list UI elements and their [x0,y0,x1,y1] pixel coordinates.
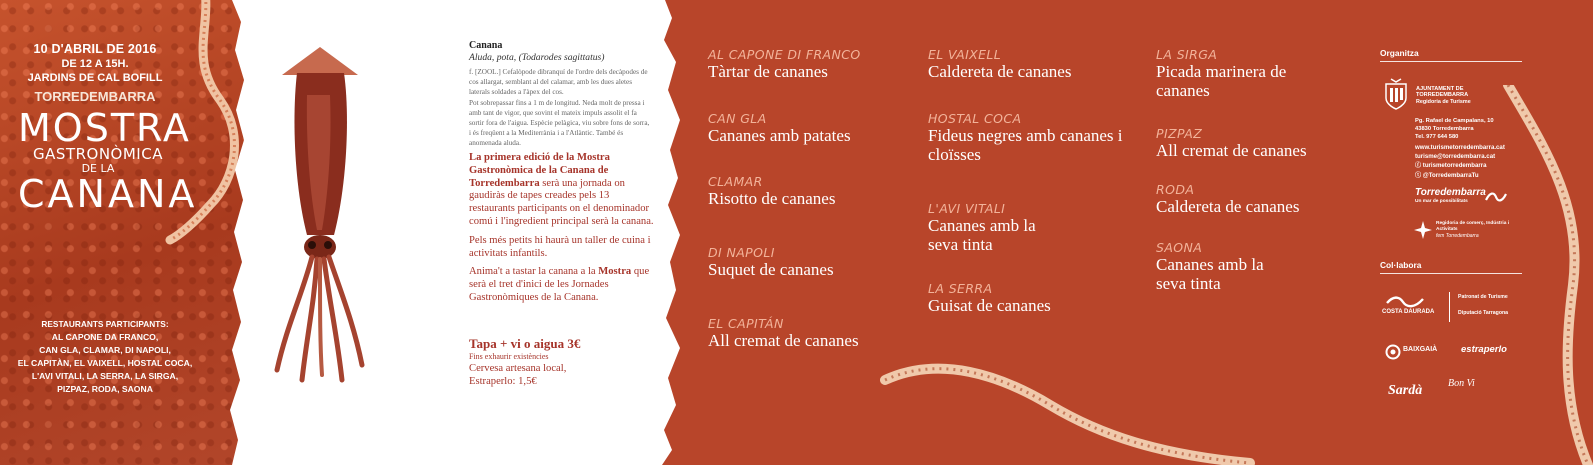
menu-restaurant: PIZPAZ [1156,126,1203,141]
collaborators-heading: Col·labora [1380,260,1422,270]
intro-rest: serà una jornada on gaudiràs de tapes creades pels 13 restaurants participants on el denominador comú i l'ingredient principal serà la canana. [469,177,654,227]
menu-dish: Cananes amb patates [708,126,851,145]
price-extra-2: Estraperlo: 1,5€ [469,376,537,387]
restaurants-line: L'AVI VITALI, LA SERRA, LA SIRGA, [31,370,179,381]
definition-body-1: f. [ZOOL.] Cefalòpode dibranquí de l'ordre dels decàpodes de cos allargat, semblant al del calamar, amb les dues aletes laterals soldades a l'àpex del cos. [469,68,648,97]
menu-item [928,47,1148,82]
regidoria-turisme: Regidoria de Turisme [1416,99,1471,105]
menu-restaurant: LA SIRGA [1156,47,1218,62]
menu-restaurant: CAN GLA [708,111,767,126]
costa-daurada-logo-icon [1385,295,1425,309]
menu-dish: Risotto de cananes [708,189,836,208]
tentacle-decoration [880,335,1260,465]
organizer-contacts [1415,143,1525,180]
menu-item [708,245,928,280]
menu-restaurant: DI NAPOLI [708,245,775,260]
definition-subtitle: Aluda, pota, (Todarodes sagittatus) [469,52,605,63]
facebook-link[interactable] [1415,161,1525,170]
intro-paragraph-2: Pels més petits hi haurà un taller de cuina i activitats infantils. [469,234,651,259]
organizer-address [1415,117,1520,141]
sponsor-divider [1449,292,1450,322]
menu-restaurant: AL CAPONE DI FRANCO [708,47,861,62]
definition-body [469,67,651,149]
website-link[interactable]: www.turismetorredembarra.cat [1415,144,1505,151]
ajuntament-crest-icon [1383,78,1409,110]
email-link[interactable]: turisme@torredembarra.cat [1415,153,1496,161]
event-date: 10 D'ABRIL DE 2016 [33,42,157,56]
twitter-handle: @TorredembarraTu [1422,171,1479,179]
address-line: 43830 Torredembarra [1415,126,1474,132]
torredembarra-tagline: Un mar de possibilitats [1415,199,1468,204]
menu-restaurant: SAONA [1156,240,1203,255]
regidoria-comerc-sub: fem Torredembarra [1436,233,1479,239]
restaurants-line: PIZPAZ, RODA, SAONA [57,383,153,394]
menu-restaurant: L'AVI VITALI [928,201,1006,216]
price-title: Tapa + vi o aigua 3€ [469,336,581,351]
menu-dish: Suquet de cananes [708,260,834,279]
phone: Tel. 977 644 580 [1415,134,1459,140]
menu-dish: Tàrtar de cananes [708,62,828,81]
menu-item [708,111,928,146]
menu-item [928,111,1128,164]
menu-restaurant: EL VAIXELL [928,47,1002,62]
squid-illustration [262,35,372,390]
definition-body-2: Pot sobrepassar fins a 1 m de longitud. Neda molt de pressa i amb tant de vigor, que sovint el mateix impuls assolit el fa sortir fora de l'aigua. Espècie pelàgica, viu sobre fons de sorra, i és freqüent a la Mediterrània i a l'Atlàntic. També és anomenada aluda. [469,98,650,148]
facebook-handle: turismetorredembarra [1422,162,1487,170]
intro-paragraph-3 [469,266,654,304]
menu-dish: Caldereta de cananes [1156,197,1300,216]
restaurants-line: CAN GLA, CLAMAR, DI NAPOLI, [39,344,171,355]
facebook-icon: ⓕ [1415,162,1423,170]
sponsor-patronat: Patronat de Turisme [1458,294,1508,300]
intro-highlight: La primera edició de la Mostra Gastronòmica de la Canana de Torredembarra [469,152,610,189]
menu-restaurant: CLAMAR [708,174,763,189]
intro-p3-highlight: Mostra [598,266,632,278]
definition-block [469,40,651,149]
menu-dish: Guisat de cananes [928,296,1051,315]
menu-item [1156,240,1286,293]
ajuntament-name: AJUNTAMENT DE TORREDEMBARRA [1416,86,1469,99]
menu-item [1156,47,1296,100]
menu-restaurant: RODA [1156,182,1195,197]
menu-item [1156,182,1376,217]
intro-paragraph-1 [469,152,654,229]
restaurants-line: AL CAPONE DA FRANCO, [51,331,159,342]
sponsor-sarda: Sardà [1388,383,1423,398]
torredembarra-wave-icon [1485,190,1507,204]
torredembarra-brand: Torredembarra [1415,187,1486,198]
price-extra-1: Cervesa artesana local, [469,363,567,374]
event-time: DE 12 A 15H. [61,58,129,70]
collaborators-rule [1380,273,1522,274]
regidoria-star-icon [1413,220,1433,240]
regidoria-comerc: Regidoria de comerç, Indústria i Activitats [1436,221,1510,232]
sponsor-baixgaia: BAIXGAIÀ [1403,346,1438,353]
organizer-heading: Organitza [1380,48,1419,58]
menu-restaurant: LA SERRA [928,281,993,296]
menu-item [928,281,1148,316]
intro-text [469,152,654,311]
menu-item [708,174,928,209]
price-block [469,336,654,388]
intro-p3-start: Anima't a tastar la canana a la [469,266,599,278]
intro-p3-rest: que serà el tret d'inici de les Jornades Gastronòmiques de la Canana. [469,266,650,303]
logo-line-dela: DE LA [81,162,115,175]
sponsor-bon-vi: Bon Vi [1448,378,1475,389]
price-note: Fins exhaurir existències [469,352,549,361]
menu-item [928,201,1058,254]
menu-dish: Picada marinera de cananes [1156,62,1287,100]
menu-dish: Fideus negres amb cananes i cloïsses [928,126,1123,164]
menu-item [1156,126,1376,161]
event-venue: JARDINS DE CAL BOFILL [27,72,163,84]
twitter-link[interactable] [1415,171,1525,180]
restaurants-title: RESTAURANTS PARTICIPANTS: [41,319,169,329]
organizer-rule [1380,61,1522,62]
twitter-icon: ⓣ [1415,171,1423,179]
menu-dish: Caldereta de cananes [928,62,1072,81]
menu-restaurant: EL CAPITÁN [708,316,784,331]
baixgaia-logo-icon [1385,344,1401,360]
logo-line-mostra: MOSTRA [18,106,191,150]
menu-dish: Cananes amb la seva tinta [928,216,1036,254]
menu-item [708,47,928,82]
logo-line-gastronomica: GASTRONÒMICA [33,145,163,163]
restaurants-line: EL CAPITÀN, EL VAIXELL, HOSTAL COCA, [17,357,193,368]
tentacle-right-decoration [1503,85,1593,465]
logo-line-canana: CANANA [18,172,198,216]
address-line: Pg. Rafael de Campalans, 10 [1415,118,1494,124]
definition-title: Canana [469,40,503,51]
menu-dish: Cananes amb la seva tinta [1156,255,1264,293]
menu-restaurant: HOSTAL COCA [928,111,1022,126]
menu-dish: All cremat de cananes [1156,141,1307,160]
sponsor-diputacio: Diputació Tarragona [1458,310,1509,316]
menu-dish: All cremat de cananes [708,331,859,350]
sponsor-estraperlo: estraperlo [1461,344,1507,355]
sponsor-costa-daurada: COSTA DAURADA [1382,309,1435,315]
event-town: TORREDEMBARRA [34,89,156,104]
